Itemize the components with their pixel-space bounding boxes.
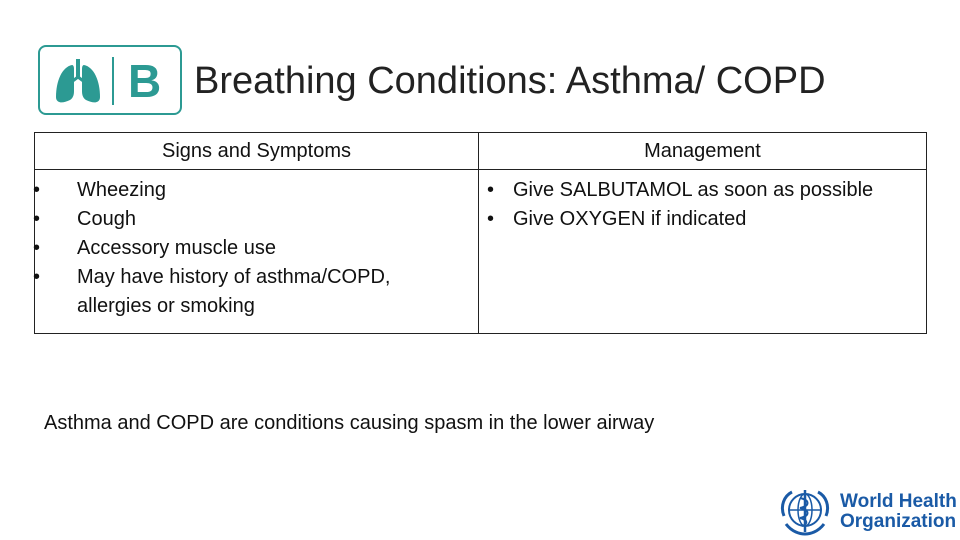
page-title: Breathing Conditions: Asthma/ COPD <box>194 60 826 102</box>
signs-list <box>35 176 478 321</box>
list-item: • Give SALBUTAMOL as soon as possible <box>479 176 926 205</box>
signs-cell <box>35 170 479 334</box>
list-item: • May have history of asthma/COPD, allergies or smoking <box>35 263 478 321</box>
who-name-line2: Organization <box>840 511 957 532</box>
management-list <box>479 176 926 234</box>
list-item: • Cough <box>35 205 478 234</box>
list-item: • Give OXYGEN if indicated <box>479 205 926 234</box>
who-name <box>840 492 957 532</box>
list-item: • Wheezing <box>35 176 478 205</box>
header-management: Management <box>479 133 927 170</box>
footnote: Asthma and COPD are conditions causing spasm in the lower airway <box>44 412 655 434</box>
lungs-icon <box>52 57 104 105</box>
list-item: • Accessory muscle use <box>35 234 478 263</box>
logo-letter: B <box>128 55 162 107</box>
who-emblem-icon <box>776 486 834 538</box>
logo-divider <box>112 57 114 105</box>
who-name-line1: World Health <box>840 491 957 512</box>
management-cell <box>479 170 927 334</box>
section-logo <box>38 45 182 115</box>
info-table <box>34 132 927 334</box>
header-signs: Signs and Symptoms <box>35 133 479 170</box>
